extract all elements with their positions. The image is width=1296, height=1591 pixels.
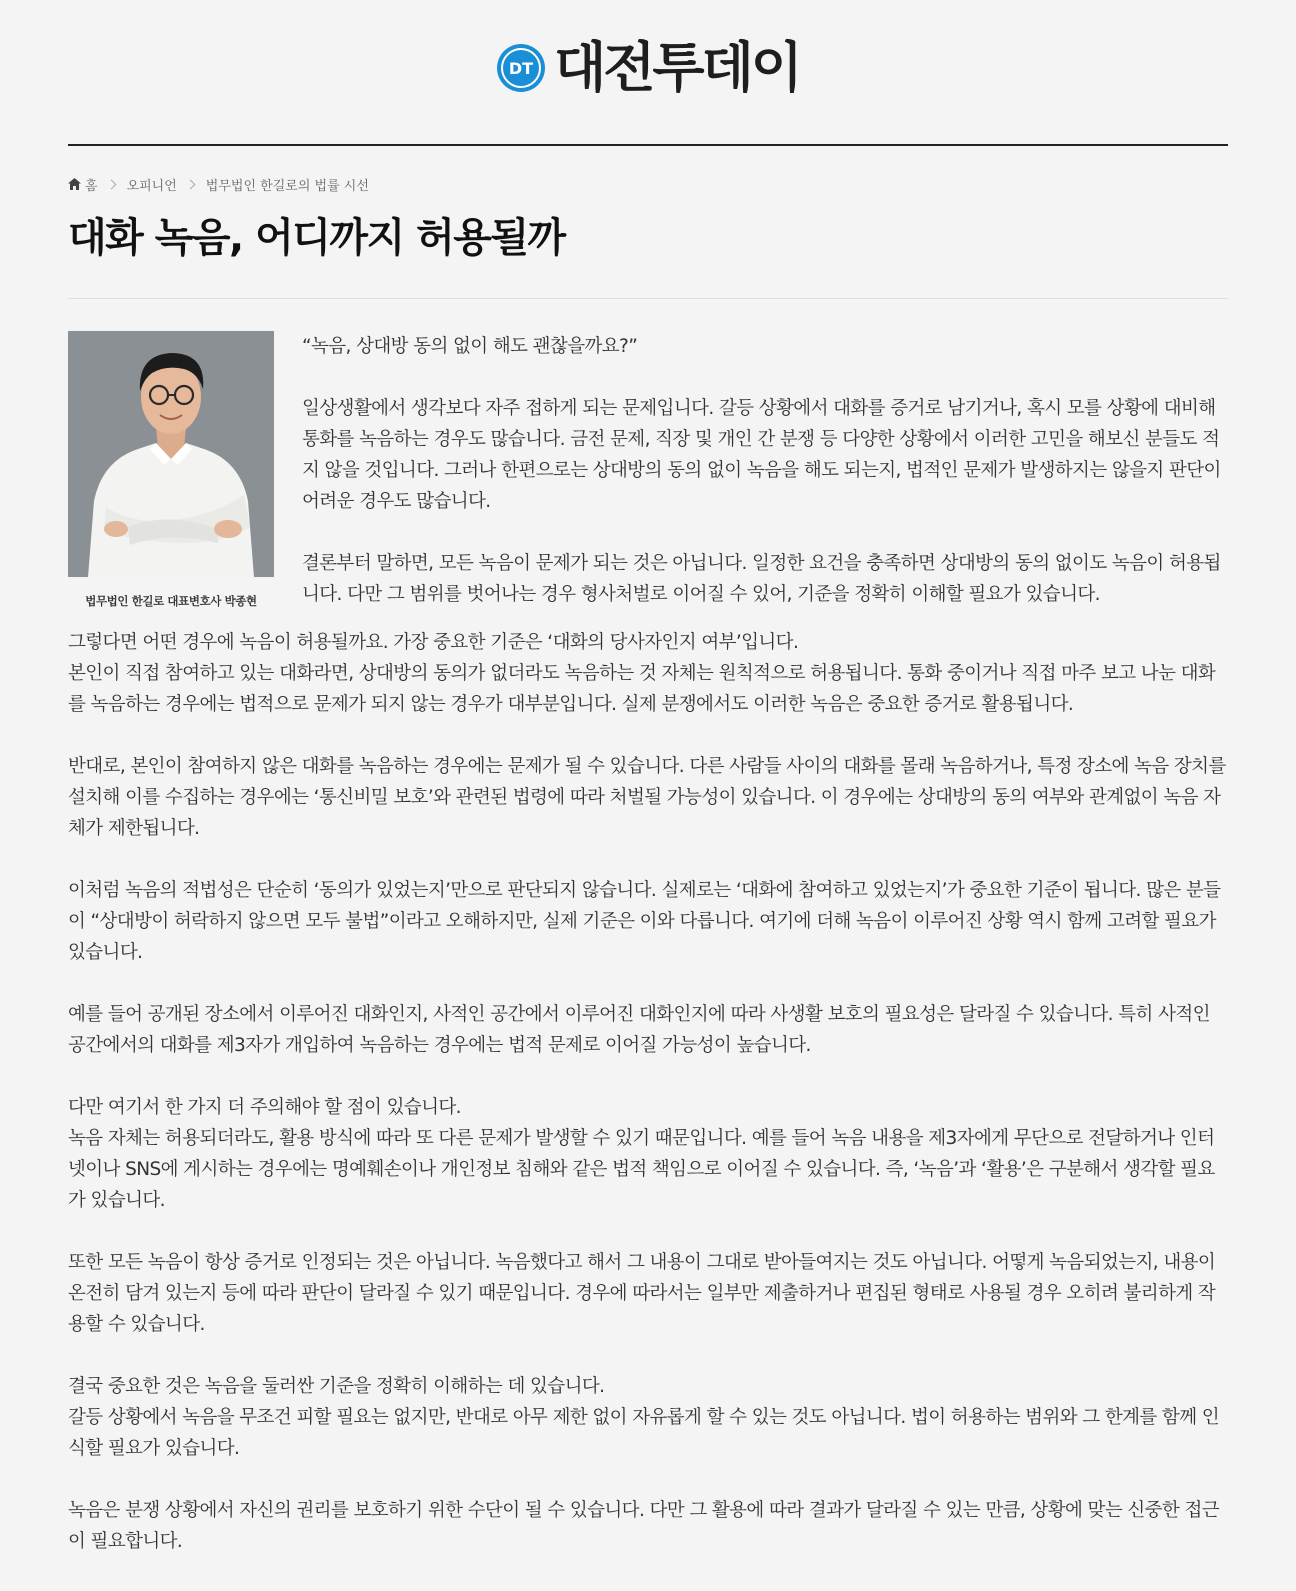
paragraph: “녹음, 상대방 동의 없이 해도 괜찮을까요?”	[302, 336, 638, 357]
masthead	[68, 0, 1228, 146]
paragraph: 일상생활에서 생각보다 자주 접하게 되는 문제입니다. 갈등 상황에서 대화를 증거로 남기거나, 혹시 모를 상황에 대비해 통화를 녹음하는 경우도 많습니다. 금전 문제, 직장 및 개인 간 분쟁 등 다양한 상황에서 이러한 고민을 해보신 분들도 적지 않을 것입니다. 그러나 한편으로는 상대방의 동의 없이 녹음을 해도 되는지, 법적인 문제가 발생하지는 않을지 판단이 어려운 경우도 많습니다.	[302, 398, 1221, 512]
page-wrapper	[68, 0, 1228, 1557]
logo-mark-text: DT	[508, 59, 534, 78]
author-photo	[68, 331, 274, 577]
breadcrumb	[68, 174, 1228, 194]
paragraph: 반대로, 본인이 참여하지 않은 대화를 녹음하는 경우에는 문제가 될 수 있습니다. 다른 사람들 사이의 대화를 몰래 녹음하거나, 특정 장소에 녹음 장치를 설치해 이를 수집하는 경우에는 ‘통신비밀 보호’와 관련된 법령에 따라 처벌될 가능성이 있습니다. 이 경우에는 상대방의 동의 여부와 관계없이 녹음 자체가 제한됩니다.	[68, 756, 1226, 839]
paragraph: 녹음은 분쟁 상황에서 자신의 권리를 보호하기 위한 수단이 될 수 있습니다. 다만 그 활용에 따라 결과가 달라질 수 있는 만큼, 상황에 맞는 신중한 접근이 필요합니다.	[68, 1500, 1220, 1552]
paragraph: 결국 중요한 것은 녹음을 둘러싼 기준을 정확히 이해하는 데 있습니다. 갈등 상황에서 녹음을 무조건 피할 필요는 없지만, 반대로 아무 제한 없이 자유롭게 할 수 있는 것도 아닙니다. 법이 허용하는 범위와 그 한계를 함께 인식할 필요가 있습니다.	[68, 1376, 1220, 1459]
article-body	[68, 331, 1228, 1557]
site-logo[interactable]	[496, 36, 800, 99]
breadcrumb-section-label[interactable]: 오피니언	[126, 178, 177, 194]
photo-caption: 법무법인 한길로 대표변호사 박종현	[85, 594, 257, 608]
author-portrait-image	[68, 331, 274, 577]
breadcrumb-section[interactable]	[127, 175, 177, 194]
paragraph: 또한 모든 녹음이 항상 증거로 인정되는 것은 아닙니다. 녹음했다고 해서 그 내용이 그대로 받아들여지는 것도 아닙니다. 어떻게 녹음되었는지, 내용이 온전히 담겨 있는지 등에 따라 판단이 달라질 수 있기 때문입니다. 경우에 따라서는 일부만 제출하거나 편집된 형태로 사용될 경우 오히려 불리하게 작용할 수 있습니다.	[68, 1252, 1216, 1335]
breadcrumb-column[interactable]	[206, 175, 369, 194]
paragraph: 결론부터 말하면, 모든 녹음이 문제가 되는 것은 아닙니다. 일정한 요건을 충족하면 상대방의 동의 없이도 녹음이 허용됩니다. 다만 그 범위를 벗어나는 경우 형사처벌로 이어질 수 있어, 기준을 정확히 이해할 필요가 있습니다.	[302, 553, 1221, 605]
paragraph: 그렇다면 어떤 경우에 녹음이 허용될까요. 가장 중요한 기준은 ‘대화의 당사자인지 여부’입니다. 본인이 직접 참여하고 있는 대화라면, 상대방의 동의가 없더라도 녹음하는 것 자체는 원칙적으로 허용됩니다. 통화 중이거나 직접 마주 보고 나눈 대화를 녹음하는 경우에는 법적으로 문제가 되지 않는 경우가 대부분입니다. 실제 분쟁에서도 이러한 녹음은 중요한 증거로 활용됩니다.	[68, 632, 1216, 715]
chevron-right-icon	[106, 179, 116, 189]
article-title: 대화 녹음, 어디까지 허용될까	[68, 215, 565, 261]
dt-logo-icon	[496, 43, 546, 93]
breadcrumb-home-label[interactable]: 홈	[85, 178, 98, 194]
home-icon	[68, 178, 81, 190]
paragraph: 예를 들어 공개된 장소에서 이루어진 대화인지, 사적인 공간에서 이루어진 대화인지에 따라 사생활 보호의 필요성은 달라질 수 있습니다. 특히 사적인 공간에서의 대화를 제3자가 개입하여 녹음하는 경우에는 법적 문제로 이어질 가능성이 높습니다.	[68, 1004, 1210, 1056]
site-name: 대전투데이	[554, 36, 800, 99]
breadcrumb-home[interactable]	[68, 175, 98, 194]
chevron-right-icon	[185, 179, 195, 189]
paragraph: 이처럼 녹음의 적법성은 단순히 ‘동의가 있었는지’만으로 판단되지 않습니다. 실제로는 ‘대화에 참여하고 있었는지’가 중요한 기준이 됩니다. 많은 분들이 “상대방이 허락하지 않으면 모두 불법”이라고 오해하지만, 실제 기준은 이와 다릅니다. 여기에 더해 녹음이 이루어진 상황 역시 함께 고려할 필요가 있습니다.	[68, 880, 1221, 963]
paragraph: 다만 여기서 한 가지 더 주의해야 할 점이 있습니다. 녹음 자체는 허용되더라도, 활용 방식에 따라 또 다른 문제가 발생할 수 있기 때문입니다. 예를 들어 녹음 내용을 제3자에게 무단으로 전달하거나 인터넷이나 SNS에 게시하는 경우에는 명예훼손이나 개인정보 침해와 같은 법적 책임으로 이어질 수 있습니다. 즉, ‘녹음’과 ‘활용’은 구분해서 생각할 필요가 있습니다.	[68, 1097, 1215, 1211]
author-photo-figure	[68, 331, 274, 617]
breadcrumb-column-label[interactable]: 법무법인 한길로의 법률 시선	[205, 178, 369, 194]
title-divider	[68, 298, 1228, 299]
